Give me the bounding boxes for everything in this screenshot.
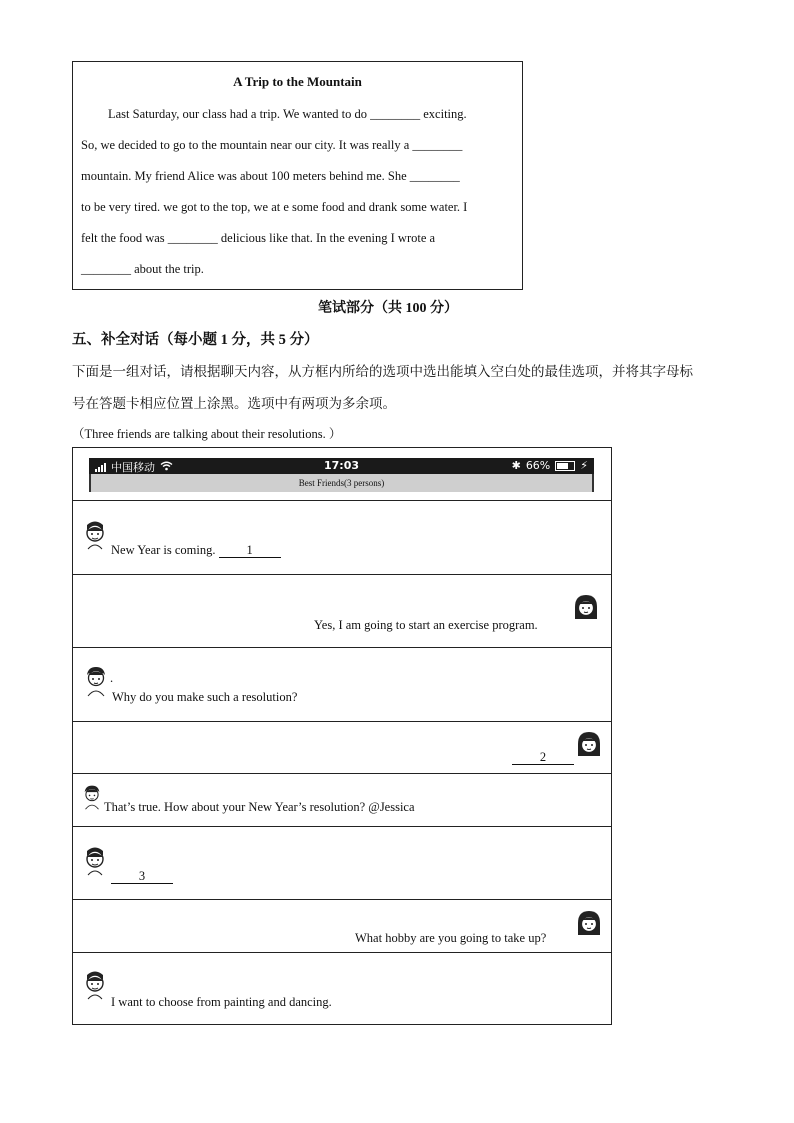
girl-avatar-icon bbox=[82, 969, 108, 999]
message-text: Yes, I am going to start an exercise program. bbox=[314, 618, 538, 632]
chat-message bbox=[73, 774, 611, 827]
boy-avatar-icon bbox=[84, 665, 110, 695]
chat-message bbox=[73, 648, 611, 722]
passage-line: So, we decided to go to the mountain near our city. It was really a ________ bbox=[81, 138, 463, 152]
passage-line: to be very tired. we got to the top, we at e some food and drank some water. I bbox=[81, 200, 468, 214]
chat-message bbox=[73, 953, 611, 1025]
passage-line: Last Saturday, our class had a trip. We wanted to do ________ exciting. bbox=[108, 107, 467, 121]
answer-blank: 1 bbox=[219, 544, 281, 558]
answer-blank: 3 bbox=[111, 870, 173, 884]
dialogue-context: （Three friends are talking about their resolutions. ） bbox=[72, 427, 342, 441]
girl-avatar-icon bbox=[575, 909, 601, 939]
girl-avatar-icon bbox=[575, 730, 601, 760]
bluetooth-icon: ✱ bbox=[511, 459, 521, 472]
chat-header bbox=[73, 448, 611, 501]
carrier-label: 中国移动 bbox=[111, 461, 155, 474]
message-text: That’s true. How about your New Year’s resolution? @Jessica bbox=[104, 800, 415, 814]
chat-message bbox=[73, 501, 611, 575]
passage-line: felt the food was ________ delicious like that. In the evening I wrote a bbox=[81, 231, 436, 245]
passage-box bbox=[72, 61, 523, 290]
instructions-line: 下面是一组对话，请根据聊天内容，从方框内所给的选项中选出能填入空白处的最佳选项，并将其字母标 bbox=[72, 364, 693, 379]
passage-line: ________ about the trip. bbox=[81, 262, 204, 276]
instructions-line: 号在答题卡相应位置上涂黑。选项中有两项为多余项。 bbox=[72, 396, 396, 411]
girl-avatar-icon bbox=[572, 593, 598, 623]
chat-message bbox=[73, 722, 611, 774]
chat-message bbox=[73, 575, 611, 648]
message-text: New Year is coming. bbox=[111, 543, 216, 557]
boy-avatar-icon bbox=[82, 784, 104, 814]
message-text: What hobby are you going to take up? bbox=[355, 931, 547, 945]
chat-message bbox=[73, 900, 611, 953]
status-time: 17:03 bbox=[323, 459, 359, 472]
written-part-heading: 笔试部分（共 100 分） bbox=[318, 301, 458, 316]
passage-title: A Trip to the Mountain bbox=[233, 74, 362, 89]
message-text: I want to choose from painting and dancing. bbox=[111, 995, 332, 1009]
battery-icon bbox=[555, 461, 575, 471]
chat-window bbox=[72, 447, 612, 1025]
message-prefix: . bbox=[110, 671, 114, 685]
girl-avatar-icon bbox=[82, 519, 108, 549]
group-name: Best Friends(3 persons) bbox=[89, 474, 594, 492]
girl-avatar-icon bbox=[82, 845, 108, 875]
passage-line: mountain. My friend Alice was about 100 meters behind me. She ________ bbox=[81, 169, 460, 183]
phone-status-bar bbox=[89, 458, 594, 474]
charging-icon: ⚡ bbox=[580, 459, 588, 472]
section-heading: 五、补全对话（每小题 1 分，共 5 分） bbox=[72, 332, 319, 348]
battery-percent: 66% bbox=[525, 459, 551, 472]
message-text: Why do you make such a resolution? bbox=[112, 690, 298, 704]
answer-blank: 2 bbox=[512, 751, 574, 765]
chat-message bbox=[73, 827, 611, 900]
